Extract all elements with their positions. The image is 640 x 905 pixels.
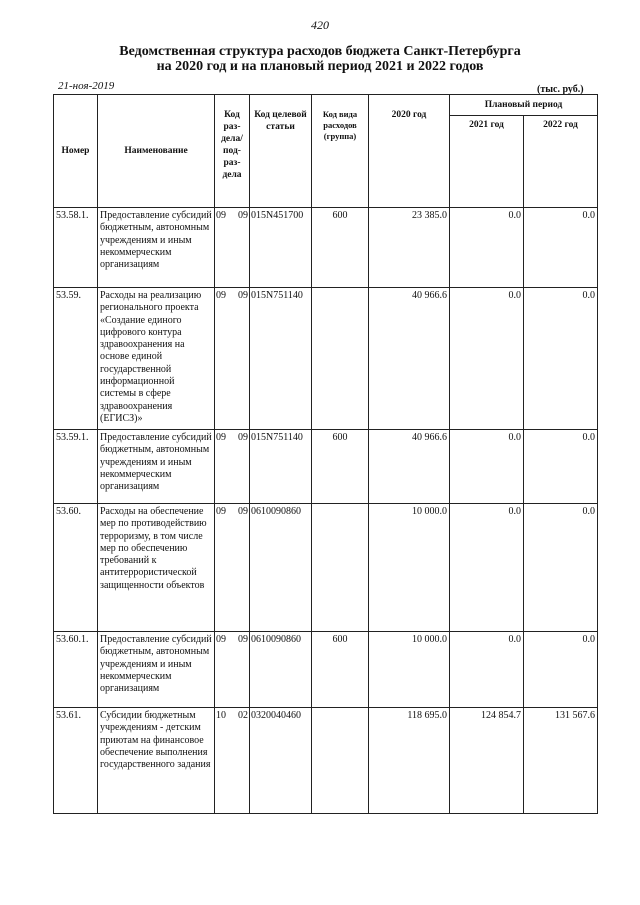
budget-table — [53, 94, 598, 814]
row-name: Расходы на обеспечение мер по противодействию терроризму, в том числе мер по обеспечению требований к антитеррористической защищенности объектов — [98, 504, 215, 632]
row-2022: 0.0 — [524, 632, 598, 708]
row-razdel — [215, 504, 250, 632]
table-row — [54, 632, 598, 708]
row-kcsr: 015N451700 — [250, 208, 312, 288]
razdel-code: 09 — [216, 506, 226, 517]
row-razdel — [215, 632, 250, 708]
razdel-code: 09 — [216, 210, 226, 221]
document-date: 21-ноя-2019 — [58, 80, 115, 92]
row-number: 53.61. — [54, 708, 98, 814]
row-kvr: 600 — [312, 632, 369, 708]
header-name: Наименование — [98, 95, 215, 208]
row-name: Предоставление субсидий бюджетным, автономным учреждениям и иным некоммерческим организациям — [98, 430, 215, 504]
row-kcsr: 0610090860 — [250, 632, 312, 708]
header-kvr: Код вида расходов (группа) — [312, 95, 369, 208]
title-line-2: на 2020 год и на плановый период 2021 и 2022 годов — [156, 59, 484, 74]
razdel-code: 09 — [216, 634, 226, 645]
podrazdel-code: 09 — [238, 634, 248, 645]
row-kvr: 600 — [312, 430, 369, 504]
page-number: 420 — [311, 18, 329, 32]
podrazdel-code: 09 — [238, 290, 248, 301]
podrazdel-code: 09 — [238, 506, 248, 517]
row-2022: 0.0 — [524, 430, 598, 504]
row-kcsr: 0320040460 — [250, 708, 312, 814]
row-kcsr: 015N751140 — [250, 430, 312, 504]
title-line-1: Ведомственная структура расходов бюджета Санкт-Петербурга — [119, 44, 521, 59]
row-2020: 40 966.6 — [369, 430, 450, 504]
row-2020: 10 000.0 — [369, 632, 450, 708]
podrazdel-code: 09 — [238, 432, 248, 443]
row-2021: 0.0 — [450, 632, 524, 708]
row-kcsr: 0610090860 — [250, 504, 312, 632]
row-2021: 124 854.7 — [450, 708, 524, 814]
row-razdel — [215, 708, 250, 814]
table-row — [54, 430, 598, 504]
units-label: (тыс. руб.) — [537, 84, 584, 95]
row-2021: 0.0 — [450, 430, 524, 504]
razdel-code: 09 — [216, 290, 226, 301]
row-2022: 0.0 — [524, 504, 598, 632]
row-name: Предоставление субсидий бюджетным, автономным учреждениям и иным некоммерческим организациям — [98, 208, 215, 288]
header-2022: 2022 год — [524, 116, 598, 208]
row-2022: 131 567.6 — [524, 708, 598, 814]
row-kcsr: 015N751140 — [250, 288, 312, 430]
row-number: 53.59. — [54, 288, 98, 430]
header-plan-period: Плановый период — [450, 95, 598, 116]
row-kvr — [312, 288, 369, 430]
header-number: Номер — [54, 95, 98, 208]
header-kcsr: Код целевой статьи — [250, 95, 312, 208]
table-row — [54, 208, 598, 288]
row-kvr — [312, 504, 369, 632]
row-name: Субсидии бюджетным учреждениям - детским приютам на финансовое обеспечение выполнения государственного задания — [98, 708, 215, 814]
row-razdel — [215, 208, 250, 288]
table-row — [54, 708, 598, 814]
row-name: Предоставление субсидий бюджетным, автономным учреждениям и иным некоммерческим организациям — [98, 632, 215, 708]
row-2021: 0.0 — [450, 288, 524, 430]
row-name: Расходы на реализацию регионального проекта «Создание единого цифрового контура здравоохранения на основе единой государственной информационной системы в сфере здравоохранения (ЕГИСЗ)» — [98, 288, 215, 430]
podrazdel-code: 09 — [238, 210, 248, 221]
table-row — [54, 504, 598, 632]
row-2020: 40 966.6 — [369, 288, 450, 430]
razdel-code: 10 — [216, 710, 226, 721]
row-2022: 0.0 — [524, 288, 598, 430]
header-razdel: Код раз-дела/ под-раз-дела — [215, 95, 250, 208]
row-razdel — [215, 288, 250, 430]
podrazdel-code: 02 — [238, 710, 248, 721]
row-2022: 0.0 — [524, 208, 598, 288]
row-number: 53.58.1. — [54, 208, 98, 288]
row-number: 53.60. — [54, 504, 98, 632]
row-2021: 0.0 — [450, 504, 524, 632]
row-razdel — [215, 430, 250, 504]
row-number: 53.60.1. — [54, 632, 98, 708]
table-row — [54, 288, 598, 430]
row-kvr: 600 — [312, 208, 369, 288]
row-2021: 0.0 — [450, 208, 524, 288]
document-title — [0, 44, 640, 74]
row-number: 53.59.1. — [54, 430, 98, 504]
row-2020: 10 000.0 — [369, 504, 450, 632]
header-2020: 2020 год — [369, 95, 450, 208]
row-kvr — [312, 708, 369, 814]
razdel-code: 09 — [216, 432, 226, 443]
row-2020: 118 695.0 — [369, 708, 450, 814]
header-2021: 2021 год — [450, 116, 524, 208]
row-2020: 23 385.0 — [369, 208, 450, 288]
